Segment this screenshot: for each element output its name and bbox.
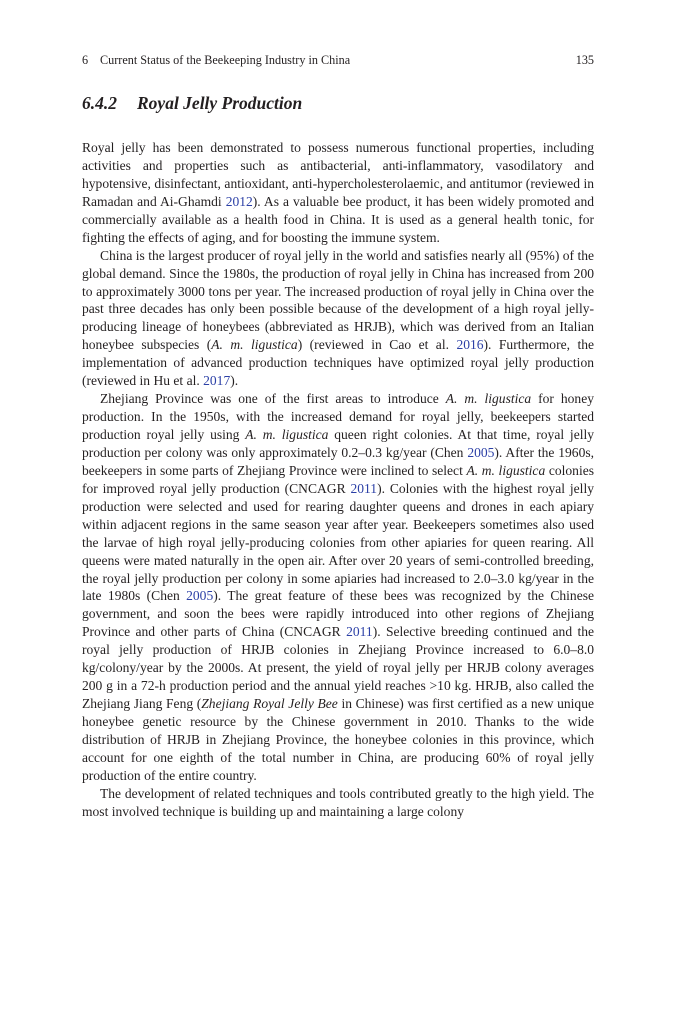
citation-link[interactable]: 2016 [456, 337, 484, 353]
page-number: 135 [575, 53, 594, 67]
text-run: ) (reviewed in Cao et al. [297, 337, 457, 353]
italic-term: A. m. ligustica [445, 391, 532, 407]
section-title: Royal Jelly Production [137, 93, 303, 113]
text-run: ). Selective breeding continued and the royal jelly production of HRJB colonies in Zhejiang Province increased to 6.0–8.0 kg/colony/year by the 2000s. At present, the yield of royal jelly per HRJB colony averages 200 g in a 72-h production period and the annual yield reaches >10 kg. HRJB, also called the Zhejiang Jiang Feng ( [82, 624, 595, 712]
text-run: Royal jelly has been demonstrated to possess numerous functional properties, including activities and properties such as antibacterial, anti-inflammatory, vasodilatory and hypotensive, disinfectant, antioxidant, anti-hypercholesterolaemic, and antitumor (reviewed in Ramadan and Ai-Ghamdi [82, 140, 594, 209]
citation-link[interactable]: 2005 [186, 588, 214, 604]
italic-term: A. m. ligustica [211, 337, 298, 353]
italic-term: A. m. ligustica [245, 427, 329, 442]
chapter-number: 6 [82, 53, 89, 67]
section-heading [82, 91, 302, 115]
text-run: China is the largest producer of royal jelly in the world and satisfies nearly all (95%) of the global demand. Since the 1980s, the production of royal jelly in China has increased from 200 to approximately 3000 tons per year. The increased production of royal jelly in China over the past three decades has only been possible because of the development of a high royal jelly-producing lineage of honeybees (abbreviated as HRJB), which was derived from an Italian honeybee subspecies ( [82, 247, 594, 353]
text-run: ). The great feature of these bees was recognized by the Chinese government, and soon the bees were rapidly introduced into other regions of Zhejiang Province and other parts of China (CNCAGR [82, 588, 595, 640]
italic-term: A. m. ligustica [466, 462, 546, 478]
text-run: Zhejiang Province was one of the first areas to introduce [100, 391, 446, 407]
paragraph [82, 247, 594, 391]
section-number: 6.4.2 [82, 93, 117, 113]
text-run: colonies for improved royal jelly production (CNCAGR [82, 462, 594, 496]
text-run: ). [230, 373, 239, 389]
text-run: ). After the 1960s, beekeepers in some parts of Zhejiang Province were inclined to select [82, 444, 594, 478]
text-run: ). Colonies with the highest royal jelly production were selected and used for rearing daughter queens and drones in each apiary within adjacent regions in the same season year after year. Beekeepers sometimes also used the larvae of high royal jelly-producing colonies from other apiaries for queen rearing. All queens were mated naturally in the open air. After over 20 years of semi-controlled breeding, the royal jelly production per colony in some apiaries had increased to 2.0–3.0 kg/year in the late 1980s (Chen [82, 480, 594, 604]
body-text [82, 139, 594, 821]
paragraph [82, 390, 594, 785]
text-run: ). Furthermore, the implementation of advanced production techniques have optimized royal jelly production (reviewed in Hu et al. [82, 337, 594, 389]
text-run: queen right colonies. At that time, royal jelly production per colony was only approximately 0.2–0.3 kg/year (Chen [82, 427, 595, 460]
citation-link[interactable]: 2011 [346, 624, 373, 640]
text-run: in Chinese) was first certified as a new unique honeybee genetic resource by the Chinese government in 2010. Thanks to the wide distribution of HRJB in Zhejiang Province, the honeybee colonies in this province, which account for one eighth of the total number in China, are producing 60% of royal jelly production of the entire country. [82, 696, 594, 783]
paragraph [82, 139, 594, 247]
chapter-title: Current Status of the Beekeeping Industry in China [100, 53, 351, 67]
text-run: The development of related techniques and tools contributed greatly to the high yield. The most involved technique is building up and maintaining a large colony [82, 785, 594, 819]
text-run: ). As a valuable bee product, it has been widely promoted and commercially available as a health food in China. It is used as a general health tonic, for fighting the effects of aging, and for boosting the immune system. [82, 193, 594, 245]
citation-link[interactable]: 2017 [203, 373, 231, 389]
paragraph [82, 785, 594, 821]
running-head [82, 52, 594, 68]
italic-term: Zhejiang Royal Jelly Bee [201, 696, 338, 712]
citation-link[interactable]: 2005 [467, 444, 495, 460]
citation-link[interactable]: 2011 [350, 480, 378, 496]
citation-link[interactable]: 2012 [225, 193, 253, 209]
text-run: for honey production. In the 1950s, with the increased demand for royal jelly, beekeepers started production royal jelly using [82, 391, 594, 442]
